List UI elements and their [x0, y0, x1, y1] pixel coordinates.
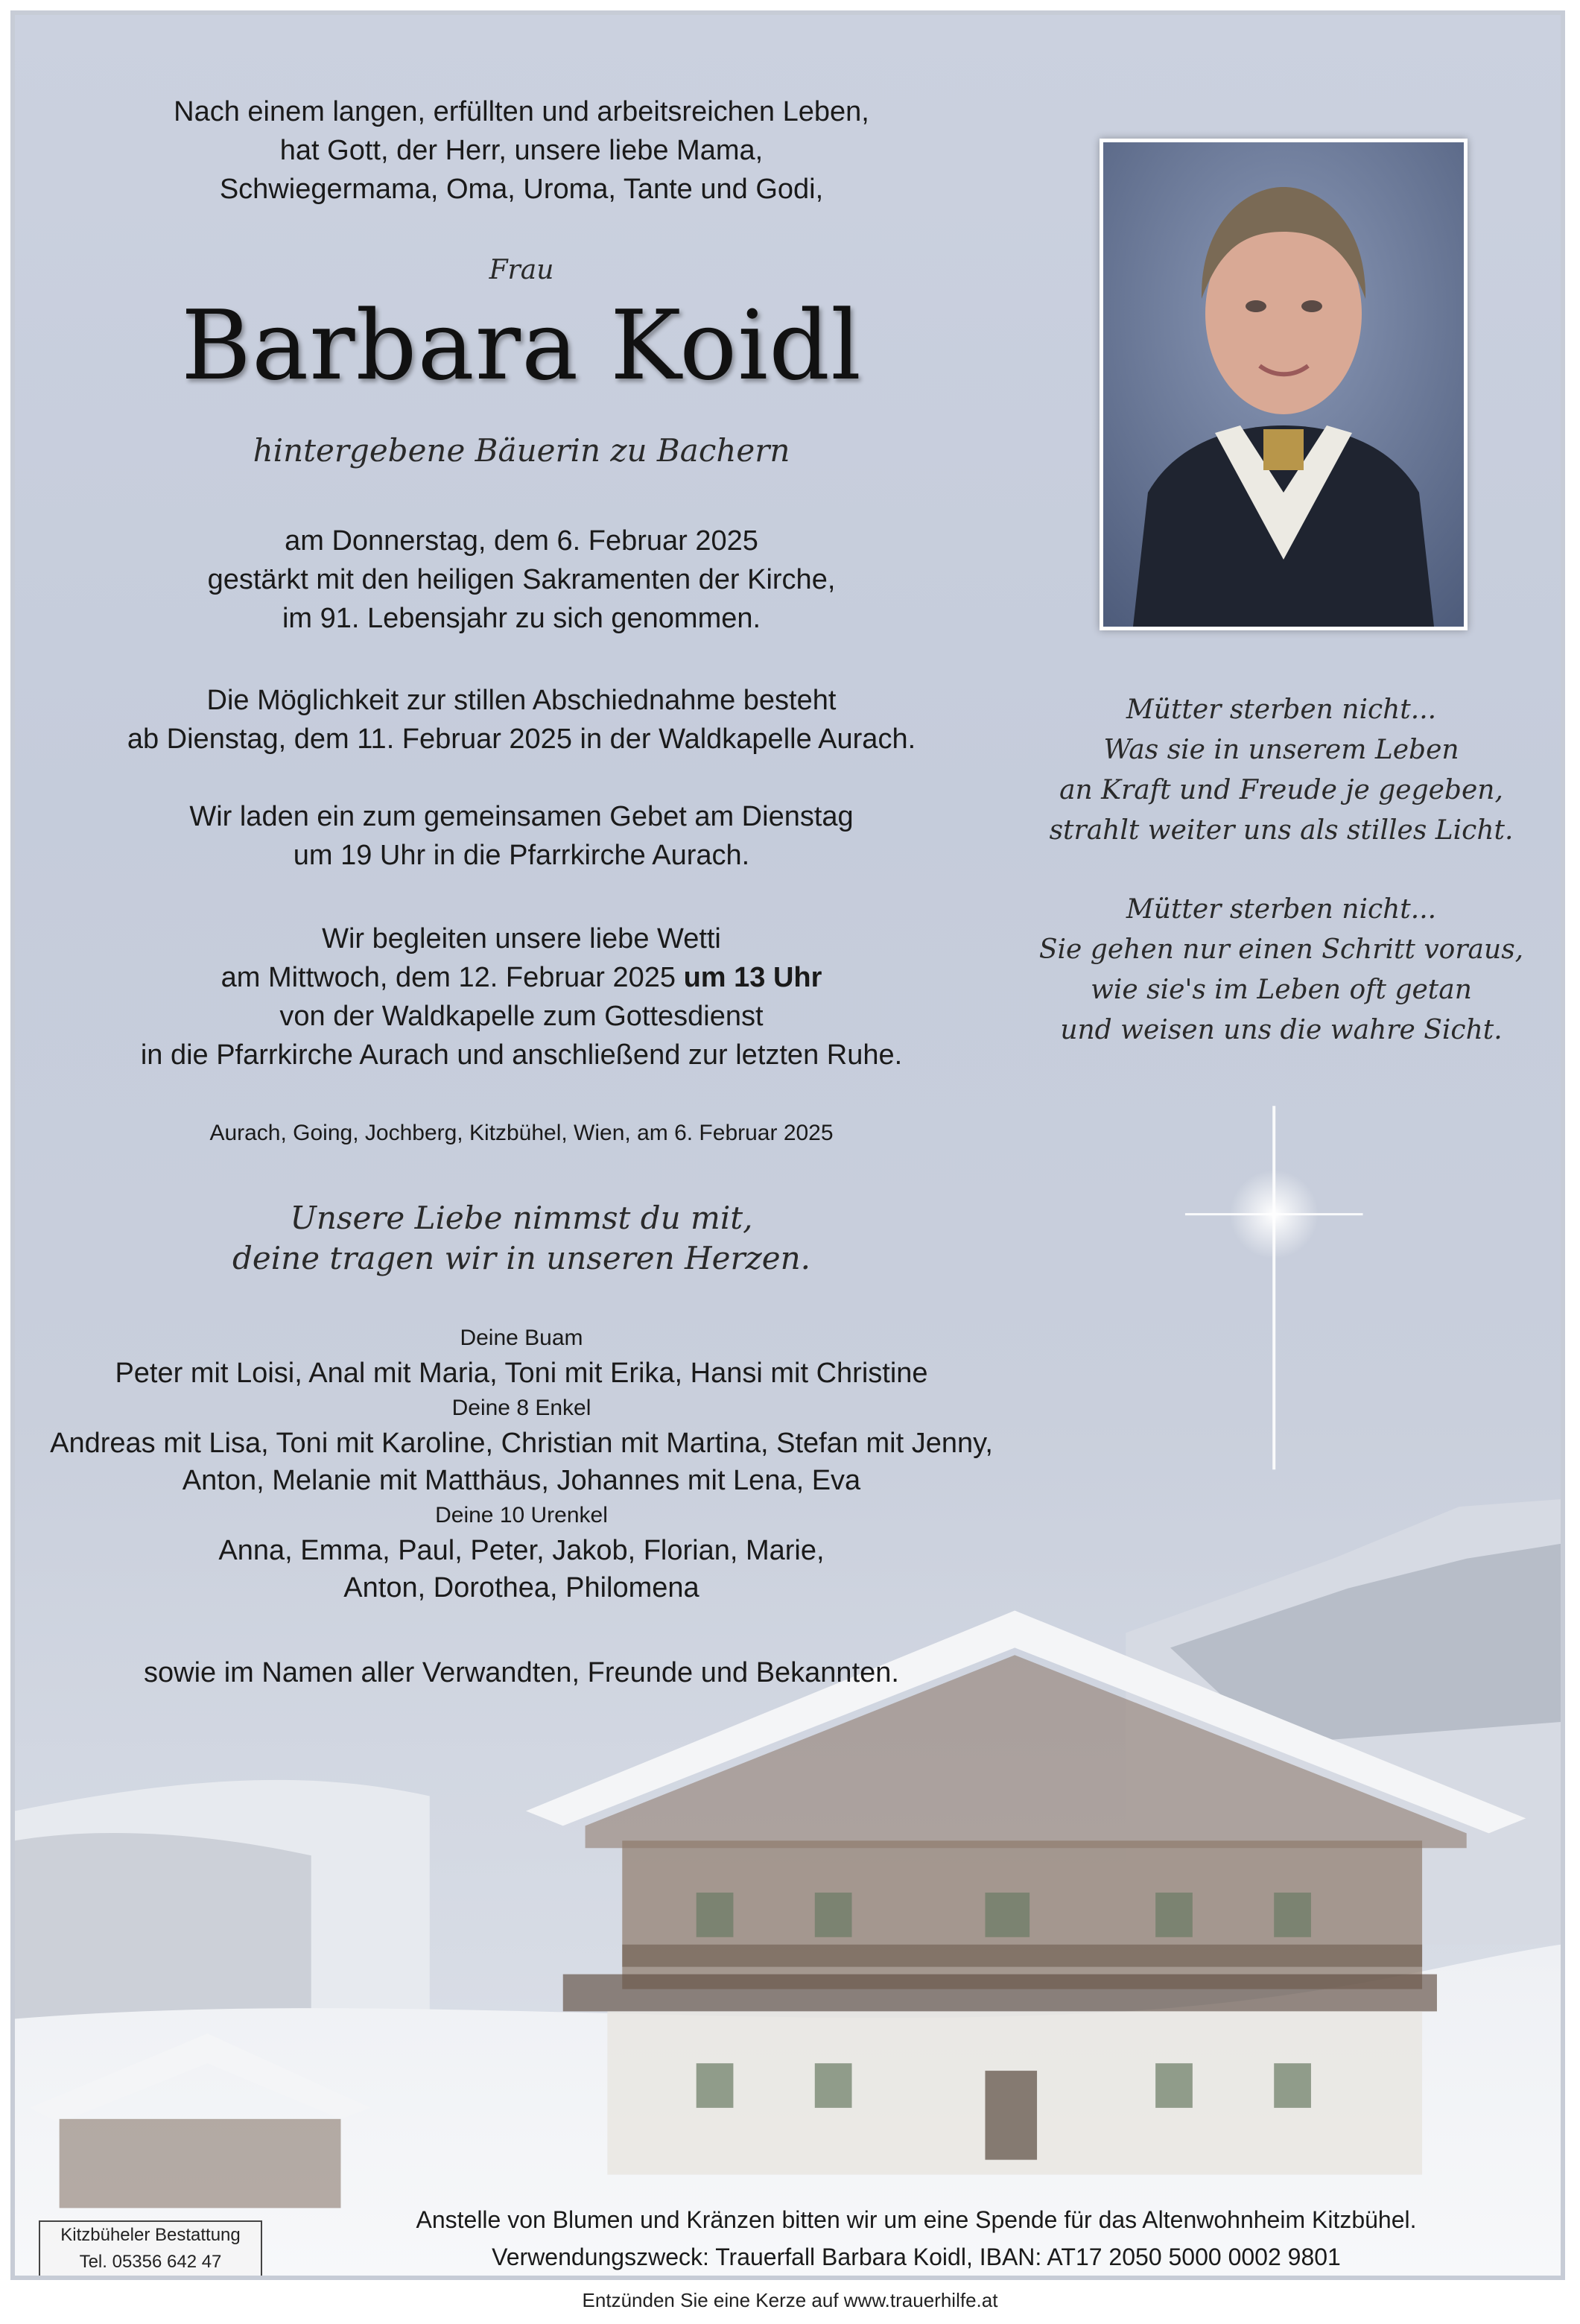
- quote-line: Unsere Liebe nimmst du mit,: [290, 1200, 753, 1236]
- deceased-name: Barbara Koidl: [180, 291, 863, 402]
- house-balcony: [563, 1975, 1437, 2012]
- funeral-home-logo: [39, 2220, 262, 2280]
- portrait-illustration: [1103, 142, 1464, 627]
- donation-line: Anstelle von Blumen und Kränzen bitten wir um eine Spende für das Altenwohnheim Kitzbühel.: [416, 2206, 1417, 2233]
- star-light: [1185, 1106, 1363, 1469]
- stanza-gap: [998, 851, 1564, 890]
- funeral-home-phone: Tel. 05356 642 47: [79, 2252, 222, 2272]
- family-group-names: Anna, Emma, Paul, Peter, Jakob, Florian, Marie,: [218, 1535, 825, 1566]
- prayer-line: Wir laden ein zum gemeinsamen Gebet am Dienstag: [189, 801, 854, 832]
- funeral-line: [119, 958, 924, 997]
- family-group-label: Deine Buam: [460, 1326, 583, 1350]
- poem-line: Was sie in unserem Leben: [1103, 735, 1459, 765]
- house-door: [985, 2071, 1037, 2160]
- funeral-time: um 13 Uhr: [683, 962, 822, 993]
- poem-line: und weisen uns die wahre Sicht.: [1060, 1015, 1503, 1045]
- obituary-card: [10, 10, 1565, 2280]
- death-line: gestärkt mit den heiligen Sakramenten der Kirche,: [207, 564, 836, 595]
- family-group-names: Anton, Melanie mit Matthäus, Johannes mit Lena, Eva: [182, 1465, 861, 1496]
- intro-line: Schwiegermama, Oma, Uroma, Tante und Godi,: [219, 174, 824, 205]
- intro-text: [149, 92, 894, 209]
- salutation: Frau: [489, 255, 554, 285]
- death-notice: [149, 522, 894, 638]
- funeral-line: in die Pfarrkirche Aurach und anschließend zur letzten Ruhe.: [140, 1039, 903, 1071]
- prayer-line: um 19 Uhr in die Pfarrkirche Aurach.: [293, 840, 750, 871]
- funeral-date: am Mittwoch, dem 12. Februar 2025: [220, 962, 684, 993]
- memorial-quote: [149, 1198, 894, 1279]
- donation-line: Verwendungszweck: Trauerfall Barbara Koidl, IBAN: AT17 2050 5000 0002 9801: [492, 2244, 1341, 2270]
- mourners-list: [45, 1322, 998, 1606]
- deceased-subtitle: hintergebene Bäuerin zu Bachern: [253, 432, 790, 469]
- death-line: am Donnerstag, dem 6. Februar 2025: [285, 525, 758, 557]
- poem-line: Sie gehen nur einen Schritt voraus,: [1038, 934, 1524, 965]
- poem-line: an Kraft und Freude je gegeben,: [1059, 775, 1503, 805]
- portrait-photo: [1100, 139, 1468, 630]
- family-group-names: Anton, Dorothea, Philomena: [343, 1572, 699, 1603]
- poem-line: Mütter sterben nicht...: [1126, 694, 1437, 725]
- prayer-notice: [149, 797, 894, 875]
- intro-line: hat Gott, der Herr, unsere liebe Mama,: [279, 135, 764, 166]
- closing-line: sowie im Namen aller Verwandten, Freunde und Bekannten.: [144, 1657, 899, 1688]
- funeral-home-name: Kitzbüheler Bestattung: [60, 2225, 241, 2245]
- family-group-label: Deine 10 Urenkel: [435, 1503, 608, 1527]
- death-line: im 91. Lebensjahr zu sich genommen.: [282, 603, 761, 634]
- donation-notice: [283, 2201, 1549, 2276]
- poem: [998, 690, 1564, 1051]
- funeral-notice: [119, 919, 924, 1074]
- quote-line: deine tragen wir in unseren Herzen.: [232, 1240, 810, 1276]
- funeral-line: von der Waldkapelle zum Gottesdienst: [279, 1001, 764, 1032]
- farewell-line: Die Möglichkeit zur stillen Abschiednahme besteht: [206, 685, 837, 716]
- poem-line: strahlt weiter uns als stilles Licht.: [1049, 815, 1514, 846]
- funeral-line: Wir begleiten unsere liebe Wetti: [322, 923, 721, 954]
- farewell-notice: [119, 681, 924, 759]
- farewell-line: ab Dienstag, dem 11. Februar 2025 in der Waldkapelle Aurach.: [127, 724, 916, 755]
- footer-link[interactable]: Entzünden Sie eine Kerze auf www.trauerhilfe.at: [582, 2289, 998, 2311]
- family-group-names: Peter mit Loisi, Anal mit Maria, Toni mit Erika, Hansi mit Christine: [115, 1358, 928, 1389]
- family-group-names: Andreas mit Lisa, Toni mit Karoline, Christian mit Martina, Stefan mit Jenny,: [50, 1428, 993, 1459]
- family-group-label: Deine 8 Enkel: [451, 1396, 591, 1420]
- intro-line: Nach einem langen, erfüllten und arbeitsreichen Leben,: [174, 96, 869, 127]
- poem-line: Mütter sterben nicht...: [1126, 894, 1437, 925]
- place-date: Aurach, Going, Jochberg, Kitzbühel, Wien, am 6. Februar 2025: [209, 1121, 834, 1145]
- poem-line: wie sie's im Leben oft getan: [1091, 975, 1472, 1005]
